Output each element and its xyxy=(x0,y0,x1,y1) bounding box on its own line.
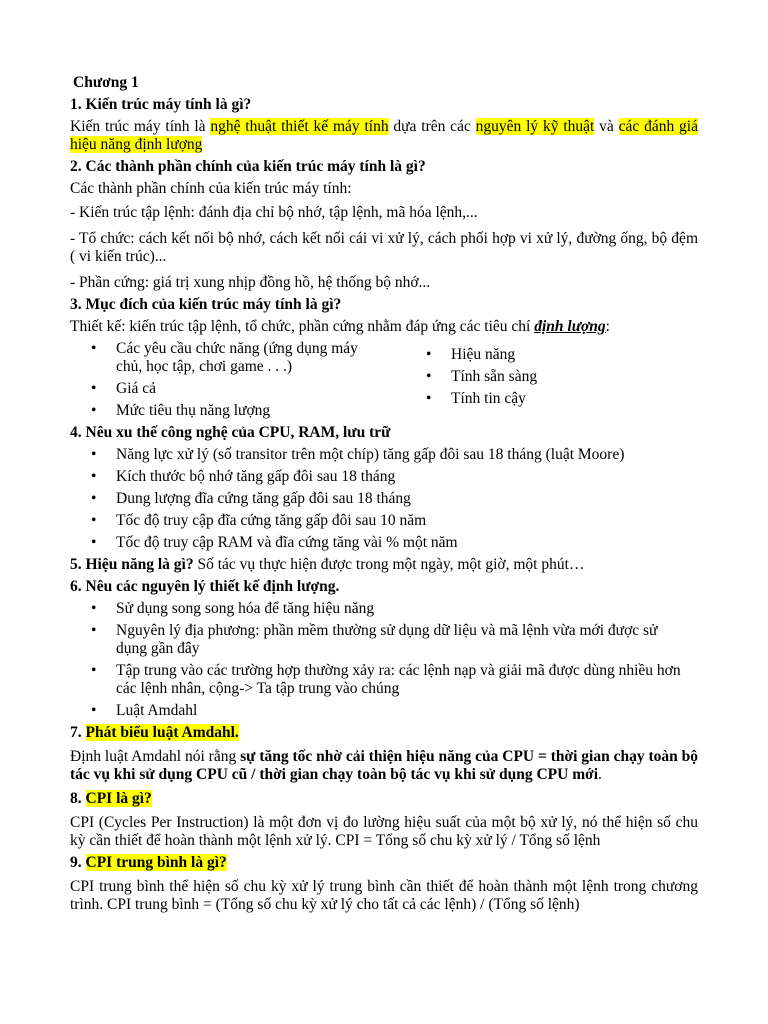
list-item: • Luật Amdahl xyxy=(70,702,698,720)
q1-answer xyxy=(70,118,698,154)
list-item: • Tốc độ truy cập đĩa cứng tăng gấp đôi sau 10 năm xyxy=(70,512,698,530)
list-item: • Giá cả xyxy=(70,380,405,398)
q1-highlight: các đánh giá hiệu năng định lượng xyxy=(70,118,698,153)
q7-heading-line xyxy=(70,724,698,742)
chapter-title: Chương 1 xyxy=(73,74,139,91)
q1-text: Kiến trúc máy tính là xyxy=(70,118,211,135)
list-item: • Tập trung vào các trường hợp thường xảy ra: các lệnh nạp và giải mã được dùng nhiều hơn các lệnh nhân, cộng-> Ta tập trung vào chúng xyxy=(70,662,698,698)
q8-answer: CPI (Cycles Per Instruction) là một đơn vị đo lường hiệu suất của một bộ xử lý, nó thể hiện số chu kỳ cần thiết để hoàn thành một lệnh xử lý. CPI = Tổng số chu kỳ xử lý / Tổng số lệnh xyxy=(70,814,698,849)
q3-heading: 3. Mục đích của kiến trúc máy tính là gì? xyxy=(70,296,342,313)
q5-paragraph xyxy=(70,556,698,574)
q3-left-list xyxy=(70,340,405,424)
document-page xyxy=(70,74,698,918)
q7-text: . xyxy=(598,766,602,783)
q1-highlight: nguyên lý kỹ thuật xyxy=(475,118,595,135)
q1-heading: 1. Kiến trúc máy tính là gì? xyxy=(70,96,252,113)
q8-number: 8. xyxy=(70,790,86,807)
q1-text: dựa trên các xyxy=(388,118,476,135)
q2-intro: Các thành phần chính của kiến trúc máy tính: xyxy=(70,180,352,197)
q6-list xyxy=(70,600,698,720)
q6-heading: 6. Nêu các nguyên lý thiết kế định lượng. xyxy=(70,578,340,595)
q3-intro-text: : xyxy=(605,318,610,335)
list-item: • Nguyên lý địa phương: phần mềm thường sử dụng dữ liệu và mã lệnh vừa mới được sử dụng gần đây xyxy=(70,622,698,658)
q8-heading: CPI là gì? xyxy=(85,790,152,807)
q7-heading: Phát biểu luật Amdahl. xyxy=(85,724,239,741)
q3-right-list xyxy=(405,346,537,424)
q2-item: - Phần cứng: giá trị xung nhịp đồng hồ, hệ thống bộ nhớ... xyxy=(70,274,431,291)
q5-text: Số tác vụ thực hiện được trong một ngày, một giờ, một phút… xyxy=(193,556,585,573)
q9-heading-line xyxy=(70,854,698,872)
q7-text: Định luật Amdahl nói rằng xyxy=(70,748,241,765)
q2-item: - Kiến trúc tập lệnh: đánh địa chỉ bộ nhớ, tập lệnh, mã hóa lệnh,... xyxy=(70,204,478,221)
q2-heading: 2. Các thành phần chính của kiến trúc máy tính là gì? xyxy=(70,158,426,175)
q8-heading-line xyxy=(70,790,698,808)
q5-heading: 5. Hiệu năng là gì? xyxy=(70,556,194,573)
list-item: • Kích thước bộ nhớ tăng gấp đôi sau 18 tháng xyxy=(70,468,698,486)
q3-intro-text: Thiết kế: kiến trúc tập lệnh, tổ chức, phần cứng nhằm đáp ứng các tiêu chí xyxy=(70,318,535,335)
list-item: • Mức tiêu thụ năng lượng xyxy=(70,402,405,420)
list-item: • Dung lượng đĩa cứng tăng gấp đôi sau 18 tháng xyxy=(70,490,698,508)
q1-text: và xyxy=(594,118,619,135)
q4-list xyxy=(70,446,698,552)
list-item: • Tốc độ truy cập RAM và đĩa cứng tăng vài % một năm xyxy=(70,534,698,552)
list-item: • Năng lực xử lý (số transitor trên một chíp) tăng gấp đôi sau 18 tháng (luật Moore) xyxy=(70,446,698,464)
q3-intro-emphasis: định lượng xyxy=(534,318,606,335)
list-item: • Tính sẵn sàng xyxy=(405,368,537,386)
q9-number: 9. xyxy=(70,854,86,871)
list-item: • Sử dụng song song hóa để tăng hiệu năng xyxy=(70,600,698,618)
list-item: • Hiệu năng xyxy=(405,346,537,364)
q4-heading: 4. Nêu xu thế công nghệ của CPU, RAM, lưu trữ xyxy=(70,424,391,441)
list-item: • Các yêu cầu chức năng (ứng dụng máy chủ, học tập, chơi game . . .) xyxy=(70,340,405,376)
q9-heading: CPI trung bình là gì? xyxy=(85,854,227,871)
q3-intro xyxy=(70,318,698,336)
q7-emphasis: sự tăng tốc nhờ cải thiện hiệu năng của CPU = thời gian chạy toàn bộ tác vụ khi sử dụng CPU cũ / thời gian chạy toàn bộ tác vụ khi sử dụng CPU mới xyxy=(70,748,699,783)
q7-number: 7. xyxy=(70,724,86,741)
q1-highlight: nghệ thuật thiết kế máy tính xyxy=(210,118,389,135)
q7-answer xyxy=(70,748,698,784)
q3-columns xyxy=(70,340,698,424)
q2-item: - Tổ chức: cách kết nối bộ nhớ, cách kết nối cái vi xử lý, cách phối hợp vi xử lý, đường ống, bộ đệm ( vi kiến trúc)... xyxy=(70,230,698,265)
q9-answer: CPI trung bình thể hiện số chu kỳ xử lý trung bình cần thiết để hoàn thành một lệnh trong chương trình. CPI trung bình = (Tổng số chu kỳ xử lý cho tất cả các lệnh) / (Tổng số lệnh) xyxy=(70,878,698,913)
list-item: • Tính tin cậy xyxy=(405,390,537,408)
